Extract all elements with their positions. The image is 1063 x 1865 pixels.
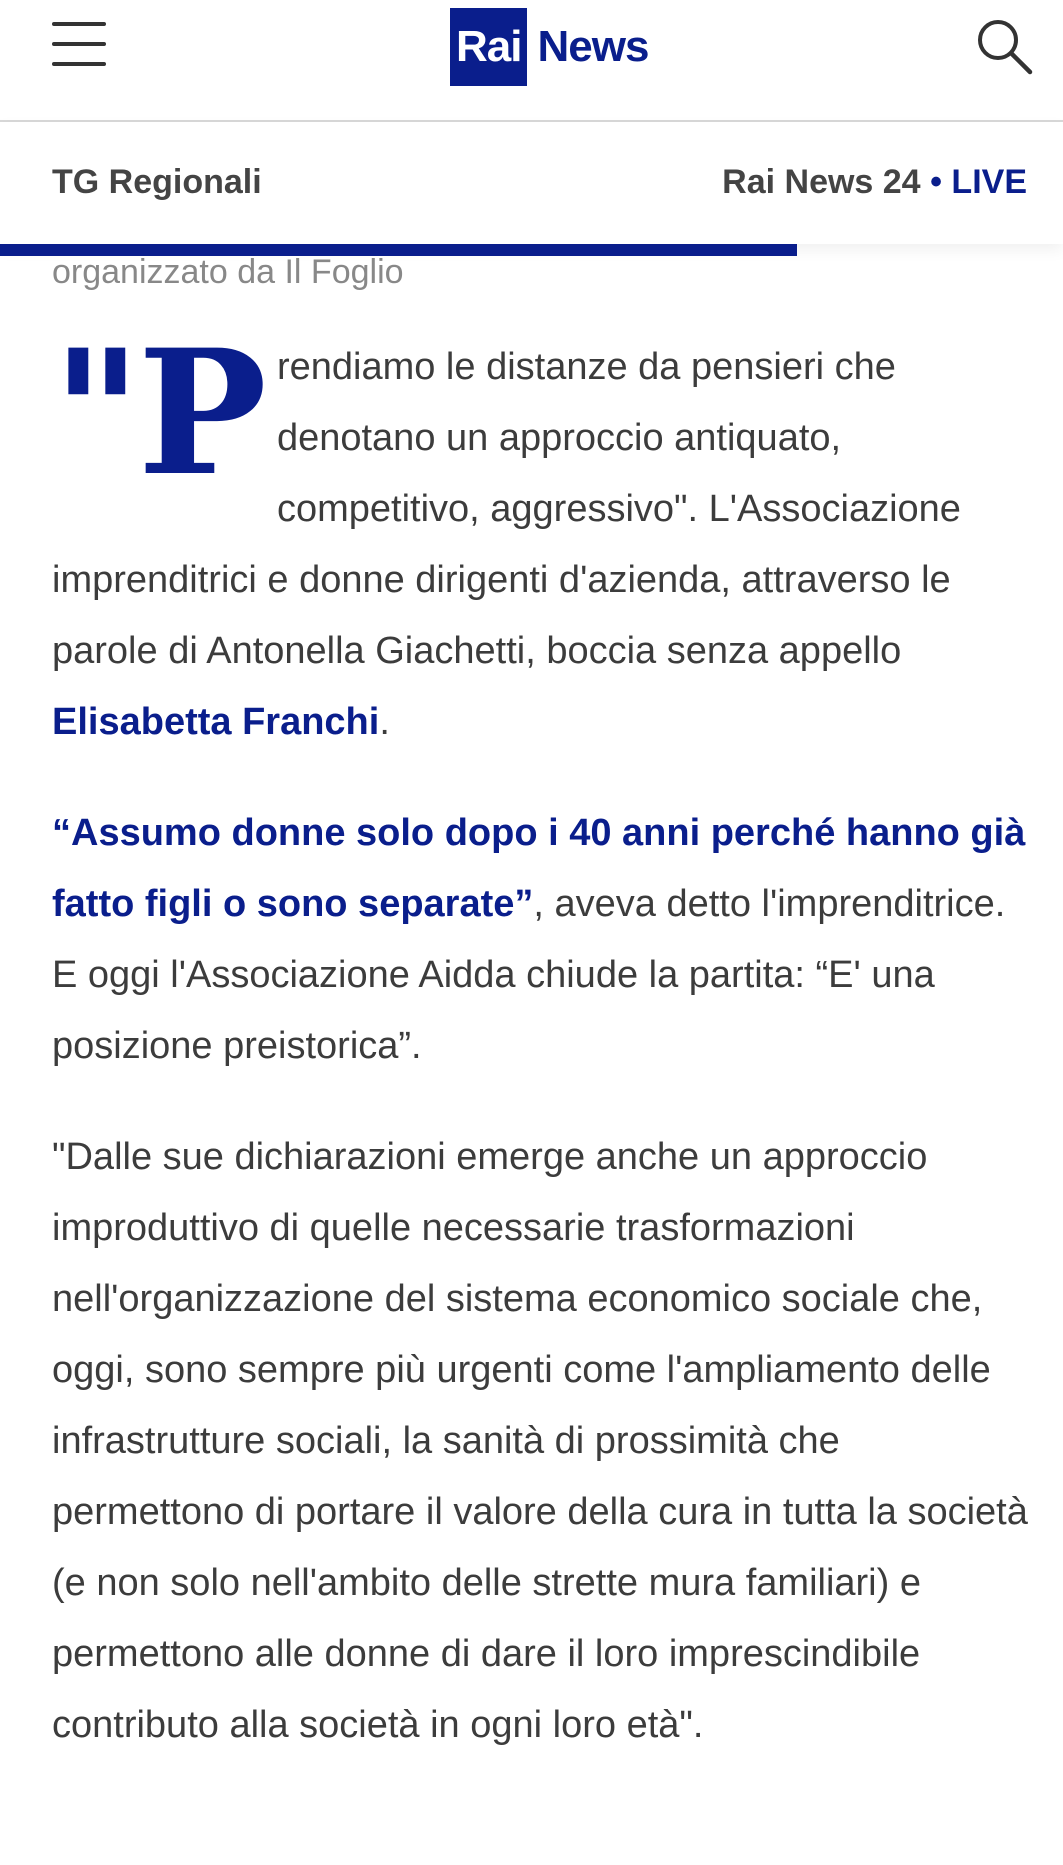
sub-navigation (0, 122, 1063, 244)
live-label: LIVE (951, 163, 1027, 201)
paragraph-1-text: rendiamo le distanze da pensieri che denotano un approccio antiquato, competitivo, aggressivo". L'Associazione imprenditrici e donne dirigenti d'azienda, attraverso le parole di Antonella Giachetti, boccia senza appello (52, 346, 961, 672)
logo-rai-text: Rai (450, 8, 527, 86)
rainews-logo[interactable] (450, 8, 648, 86)
live-link[interactable] (722, 162, 1027, 203)
article-paragraph-1 (52, 311, 1028, 758)
drop-cap: "P (52, 311, 263, 514)
logo-news-text: News (537, 22, 649, 71)
live-channel-label: Rai News 24 (722, 163, 921, 201)
paragraph-2-text: , aveva detto l'imprenditrice. E oggi l'Associazione Aidda chiude la partita: “E' una posizione preistorica”. (52, 883, 1006, 1067)
top-header (0, 0, 1063, 122)
paragraph-1-end: . (379, 701, 390, 743)
tg-regionali-link[interactable]: TG Regionali (52, 163, 262, 201)
live-dot: • (930, 163, 942, 201)
image-caption: organizzato da Il Foglio (52, 253, 404, 291)
article-paragraph-2 (52, 798, 1028, 1082)
highlighted-quote: “Assumo donne solo dopo i 40 anni perché hanno già fatto figli o sono separate” (52, 812, 1026, 925)
article-body (52, 250, 1028, 1761)
hamburger-icon[interactable] (52, 22, 106, 66)
search-icon[interactable] (974, 16, 1034, 76)
article-paragraph-3: "Dalle sue dichiarazioni emerge anche un approccio improduttivo di quelle necessarie trasformazioni nell'organizzazione del sistema economico sociale che, oggi, sono sempre più urgenti come l'ampliamento delle infrastrutture sociali, la sanità di prossimità che permettono di portare il valore della cura in tutta la società (e non solo nell'ambito delle strette mura familiari) e permettono alle donne di dare il loro imprescindibile contributo alla società in ogni loro età". (52, 1136, 1028, 1746)
elisabetta-franchi-link[interactable]: Elisabetta Franchi (52, 701, 380, 743)
